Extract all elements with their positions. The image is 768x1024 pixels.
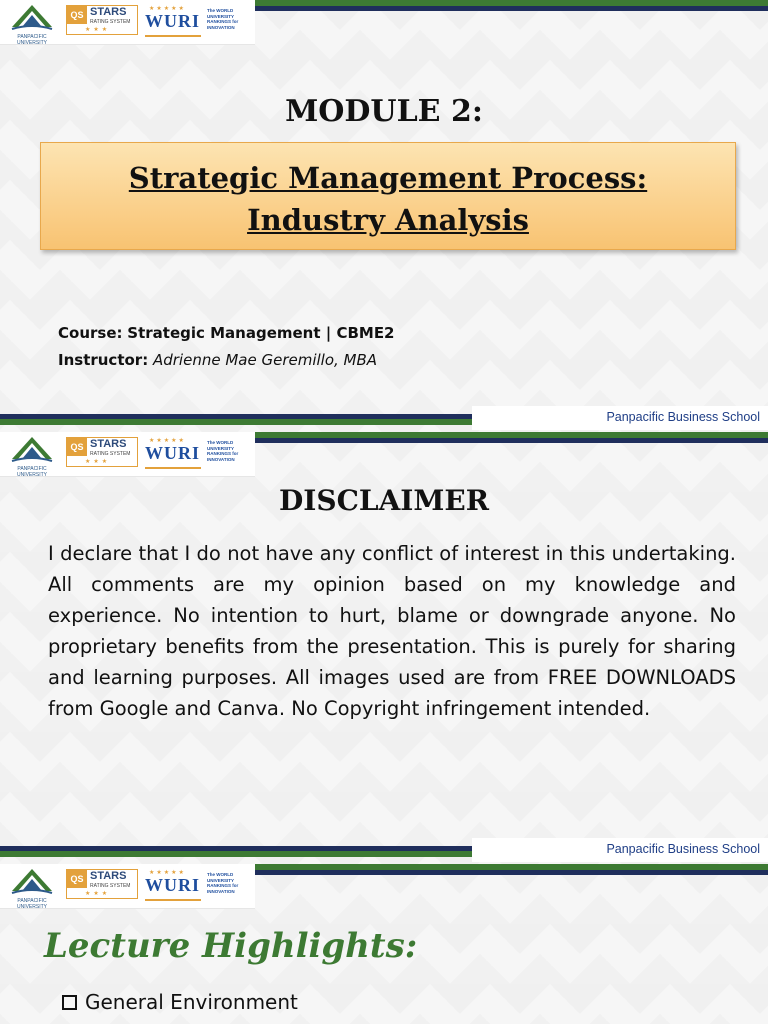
wuri-description: The WORLD UNIVERSITY RANKINGS for INNOVATION [207, 440, 239, 462]
wuri-description: The WORLD UNIVERSITY RANKINGS for INNOVATION [207, 8, 239, 30]
title-line-2: Industry Analysis [247, 203, 529, 237]
star-icon: ★★★ [85, 890, 111, 897]
checkbox-icon [62, 995, 77, 1010]
disclaimer-body: I declare that I do not have any conflict of interest in this undertaking. All comments are my opinion based on my knowledge and experience. No intention to hurt, blame or downgrade anyone. No proprietary benefits from the presentation. This is purely for sharing and learning purposes. All images used are from FREE DOWNLOADS from Google and Canva. No Copyright infringement intended. [48, 542, 736, 720]
disclaimer-title: DISCLAIMER [279, 484, 489, 517]
slide-3 [0, 864, 768, 1024]
star-icon: ★★★★★ [149, 437, 186, 444]
footer [0, 838, 768, 864]
star-icon: ★★★★★ [149, 5, 186, 12]
header-stripes [255, 864, 768, 876]
module-title: MODULE 2: [285, 94, 483, 129]
panpacific-caption: PANPACIFIC UNIVERSITY [16, 466, 47, 478]
panpacific-caption: PANPACIFIC UNIVERSITY [16, 34, 47, 46]
star-icon: ★★★★★ [149, 869, 186, 876]
title-line-1: Strategic Management Process: [128, 161, 648, 195]
panpacific-caption: PANPACIFIC UNIVERSITY [16, 898, 47, 910]
star-icon: ★★★ [85, 458, 111, 465]
wuri-logo: ★★★★★ WURI [145, 869, 205, 901]
footer-label: Panpacific Business School [606, 410, 760, 424]
list-item: General Environment [62, 990, 298, 1014]
wuri-logo: ★★★★★ WURI [145, 5, 205, 37]
footer-label: Panpacific Business School [606, 842, 760, 856]
title-box [40, 142, 736, 250]
header-logos [0, 432, 255, 477]
star-icon: ★★★ [85, 26, 111, 33]
slide-1 [0, 0, 768, 432]
header-logos [0, 864, 255, 909]
highlights-title: Lecture Highlights: [44, 926, 418, 966]
qs-stars-logo: QS STARS RATING SYSTEM ★★★ [66, 869, 138, 899]
header-stripes [255, 0, 768, 12]
header-stripes [255, 432, 768, 444]
wuri-description: The WORLD UNIVERSITY RANKINGS for INNOVATION [207, 872, 239, 894]
header-logos [0, 0, 255, 45]
wuri-logo: ★★★★★ WURI [145, 437, 205, 469]
course-info: Course: Strategic Management | CBME2 Instructor: Adrienne Mae Geremillo, MBA [58, 324, 395, 369]
slide-2 [0, 432, 768, 864]
footer [0, 406, 768, 432]
qs-stars-logo: QS STARS RATING SYSTEM ★★★ [66, 5, 138, 35]
qs-stars-logo: QS STARS RATING SYSTEM ★★★ [66, 437, 138, 467]
